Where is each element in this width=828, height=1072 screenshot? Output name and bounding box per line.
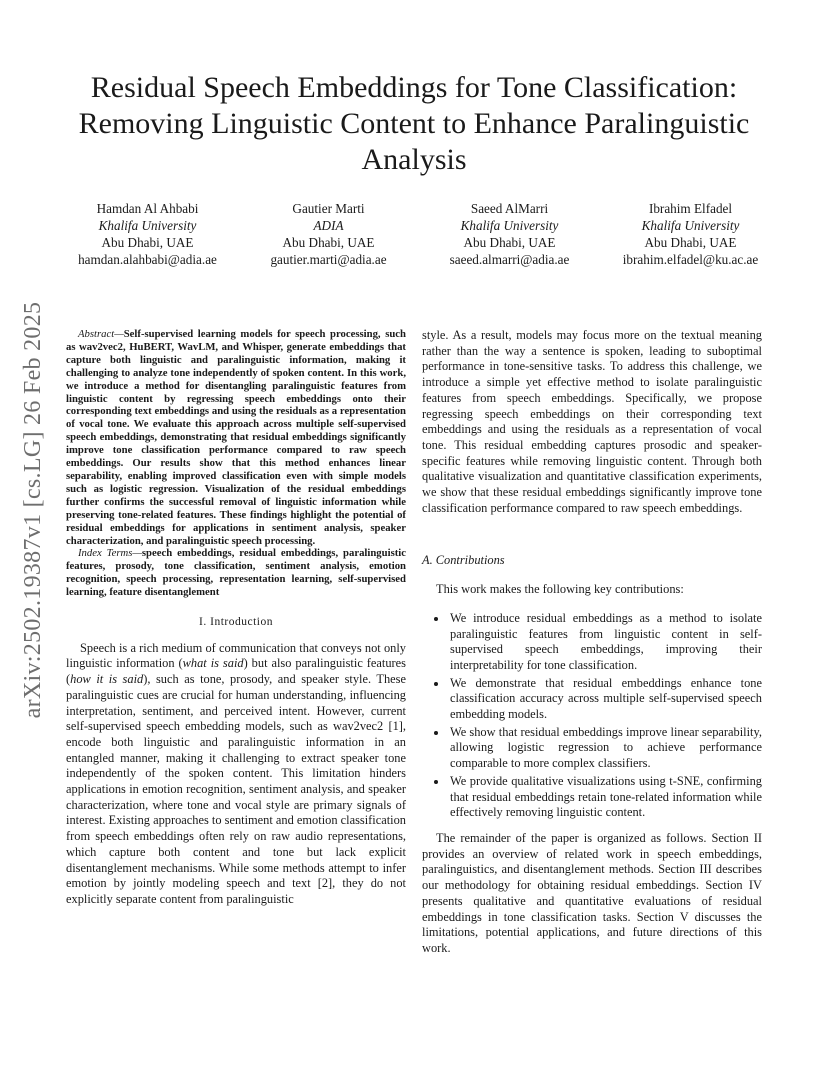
author-affiliation: Khalifa University (641, 218, 740, 233)
author-3 (422, 200, 597, 268)
abstract (66, 328, 406, 599)
author-name: Hamdan Al Ahbabi (96, 201, 199, 216)
left-column (66, 328, 406, 908)
section-heading: I. Introduction (199, 616, 273, 629)
author-location: Abu Dhabi, UAE (282, 235, 375, 250)
author-location: Abu Dhabi, UAE (644, 235, 737, 250)
intro-paragraph: Speech is a rich medium of communication that conveys not only linguistic information (what is said) but also paralinguistic features (how it is said), such as tone, prosody, and speaker style. These paralinguistic cues are crucial for human understanding, influencing interpretation, sentiment, and perceived intent. However, current self-supervised speech embedding models, such as wav2vec2 [1], encode both linguistic and paralinguistic information in an entangled manner, making it challenging to extract speaker tone independently of the spoken content. This limitation hinders applications in emotion recognition, sentiment analysis, and speaker characterization, where tone and vocal style are primary signals of interest. Existing approaches to sentiment and emotion classification from speech embeddings often rely on raw audio representations, which capture both content and tone but lack explicit disentanglement mechanisms. While some methods attempt to infer emotion by jointly modeling speech and text [2], they do not explicitly separate content from paralinguistic (66, 640, 406, 906)
index-terms-label: Index Terms— (78, 547, 142, 560)
arxiv-stamp: arXiv:2502.19387v1 [cs.LG] 26 Feb 2025 (20, 301, 46, 719)
list-item: • We provide qualitative visualizations using t-SNE, confirming that residual embeddings retain tone-related information while effectively removing linguistic content. (448, 774, 762, 821)
list-item: • We demonstrate that residual embeddings enhance tone classification accuracy across multiple self-supervised speech embedding models. (448, 676, 762, 723)
index-terms-text: speech embeddings, residual embeddings, paralinguistic features, prosody, tone classification, sentiment analysis, emotion recognition, speech processing, representation learning, self-supervised learning, feature disentanglement (66, 547, 406, 599)
author-1 (60, 200, 235, 268)
author-location: Abu Dhabi, UAE (463, 235, 556, 250)
abstract-label: Abstract— (78, 328, 124, 340)
author-2 (241, 200, 416, 268)
arxiv-sidebar (16, 290, 50, 730)
contributions-list (422, 611, 762, 821)
author-block (60, 200, 778, 268)
author-email: ibrahim.elfadel@ku.ac.ae (622, 252, 759, 267)
paper-outline-paragraph: The remainder of the paper is organized as follows. Section II provides an overview of related work in speech embeddings, paralinguistics, and disentanglement methods. Section III describes our methodology for obtaining residual embeddings. Section IV presents qualitative and quantitative evaluations of residual embeddings in tone classification tasks. Section V discusses the limitations, potential applications, and future directions of this work. (422, 830, 762, 955)
author-affiliation: Khalifa University (98, 218, 197, 233)
contributions-intro: This work makes the following key contributions: (436, 582, 684, 597)
author-name: Saeed AlMarri (470, 201, 549, 216)
right-column (422, 328, 762, 957)
subsection-heading: A. Contributions (422, 553, 505, 568)
author-affiliation: Khalifa University (460, 218, 559, 233)
author-4 (603, 200, 778, 268)
list-item: • We show that residual embeddings improve linear separability, allowing logistic regression to achieve performance comparable to more complex classifiers. (448, 725, 762, 772)
intro-paragraph-continued: style. As a result, models may focus more on the textual meaning rather than the way a sentence is spoken, leading to suboptimal performance in tone-sensitive tasks. To address this challenge, we introduce a simple yet effective method to isolate paralinguistic features from speech embeddings. Specifically, we propose regressing speech embeddings on their corresponding text embeddings and using the residuals as a representation of vocal tone. This residual embedding captures prosodic and speaker-specific features while removing linguistic content. Through both qualitative visualization and quantitative classification experiments, we show that these residual embeddings significantly improve tone classification performance compared to raw speech embeddings. (422, 328, 762, 515)
author-email: saeed.almarri@adia.ae (449, 252, 570, 267)
abstract-text: Self-supervised learning models for speech processing, such as wav2vec2, HuBERT, WavLM, and Whisper, generate embeddings that capture both linguistic and paralinguistic information, making it challenging to analyze tone independently of spoken content. In this work, we introduce a method for disentangling paralinguistic features from linguistic content by regressing speech embeddings onto their corresponding text embeddings and using the residuals as a representation of vocal tone. We evaluate this approach across multiple self-supervised speech embeddings, demonstrating that residual embeddings significantly improve tone classification performance compared to raw speech embeddings. Our results show that this method enhances linear separability, enabling improved classification even with simple models such as logistic regression. Visualization of the residual embeddings further confirms the successful removal of linguistic information while preserving tone-related features. These findings highlight the potential of residual embeddings for applications in sentiment analysis, speaker characterization, and paralinguistic speech processing. (66, 328, 406, 547)
author-name: Gautier Marti (292, 201, 365, 216)
author-affiliation: ADIA (313, 218, 344, 233)
author-email: hamdan.alahbabi@adia.ae (78, 252, 217, 267)
list-item: • We introduce residual embeddings as a method to isolate paralinguistic features from linguistic content in self-supervised speech embeddings, improving their interpretability for tone classification. (448, 611, 762, 674)
author-email: gautier.marti@adia.ae (270, 252, 387, 267)
paper-title: Residual Speech Embeddings for Tone Classification: Removing Linguistic Content to Enhance Paralinguistic Analysis (78, 71, 750, 176)
author-location: Abu Dhabi, UAE (101, 235, 194, 250)
author-name: Ibrahim Elfadel (648, 201, 733, 216)
